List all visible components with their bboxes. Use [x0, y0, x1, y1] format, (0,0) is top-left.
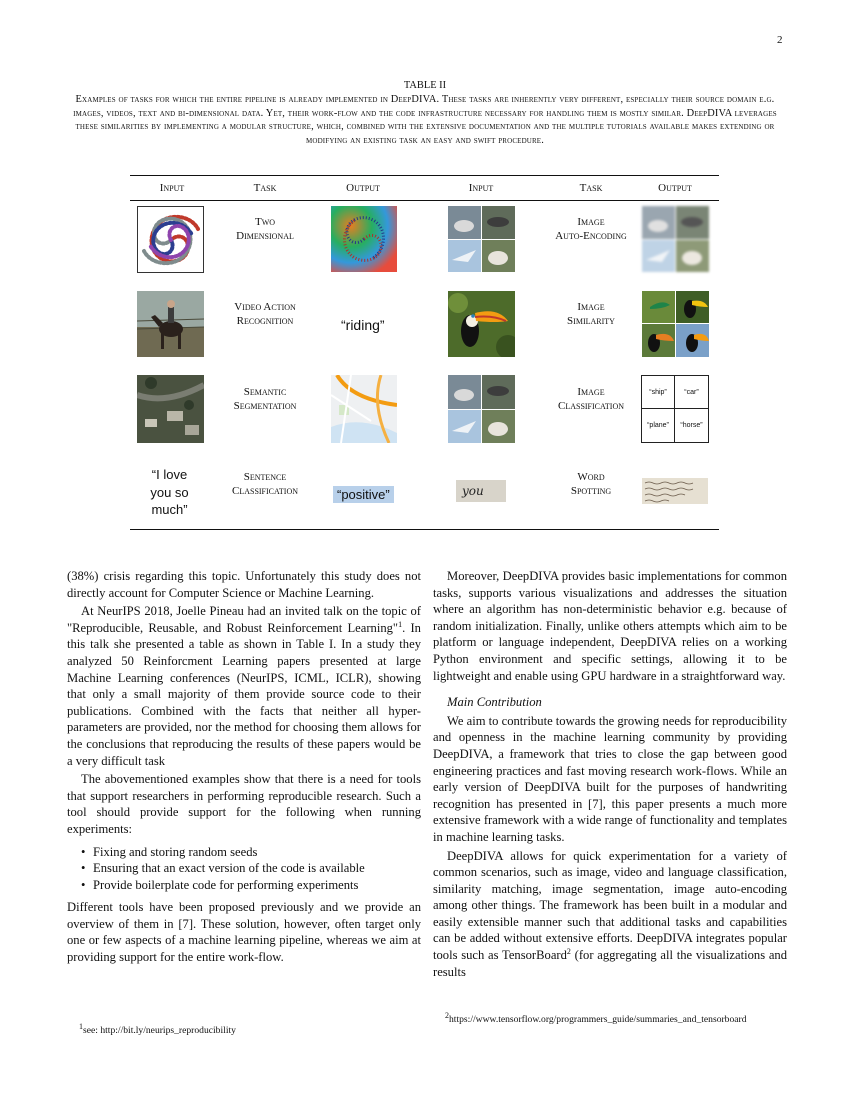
- handwritten-word-image: [456, 480, 506, 502]
- footnote-ref-2: 2: [566, 946, 571, 956]
- header-input-1: Input: [159, 182, 185, 194]
- task-video-action-recognition: Video Action Recognition: [234, 301, 296, 327]
- footnote-2: $^2$https://www.tensorflow.org/programmers_guide/summaries_and_tensorboard: [445, 1010, 747, 1025]
- left-paragraph-1: (38%) crisis regarding this topic. Unfortunately this study does not directly account for Computer Science or Machine Learning.: [67, 569, 421, 600]
- spiral-input-image: [137, 206, 204, 273]
- header-task-1: Task: [253, 182, 277, 194]
- header-input-2: Input: [468, 182, 494, 194]
- task-two-dimensional: Two Dimensional: [236, 216, 294, 242]
- similarity-output-image: [642, 291, 709, 357]
- list-item: • Fixing and storing random seeds: [81, 844, 421, 861]
- class-label-plane: “plane”: [642, 409, 675, 442]
- classification-output-grid: [641, 375, 709, 443]
- positive-output-label: “positive”: [333, 486, 394, 503]
- section-title-main-contribution: Main Contribution: [447, 695, 542, 710]
- aerial-input-image: [137, 375, 204, 443]
- svg-text:you: you: [462, 484, 484, 498]
- task-table: [130, 175, 719, 530]
- table-header-row: [130, 176, 719, 201]
- task-sentence-classification: Sentence Classification: [231, 471, 299, 497]
- footnote-ref-1: 1: [398, 619, 403, 629]
- sentence-input-text: “I love you so much”: [150, 467, 189, 517]
- header-output-2: Output: [658, 182, 692, 194]
- toucan-input-image: [448, 291, 515, 357]
- left-paragraph-2: At NeurIPS 2018, Joelle Pineau had an invited talk on the topic of "Reproducible, Reusable, and Robust Reinforcement Learning"$^1$. In this talk she presented a table as shown in Table I. In a study they analyzed 50 Reinforcment Learning papers presented at large Machine Learning conferences (NeurIPS, ICML, ICLR), showing that only a small majority of them provide source code to their publications. Combined with the facts that neither all hyper-parameters are provided, nor the method for choosing them allows for the conclusions that reproducing the results of these papers would be a very difficult task: [67, 604, 421, 768]
- task-image-similarity: Image Similarity: [567, 301, 615, 327]
- horse-video-image: [137, 291, 204, 357]
- class-label-horse: “horse”: [680, 422, 703, 429]
- requirements-list: [81, 844, 421, 894]
- header-output-1: Output: [346, 182, 380, 194]
- right-paragraph-3: DeepDIVA allows for quick experimentation for a variety of common scenarios, such as image, video and language classification, similarity matching, image segmentation, image auto-encoding among other things. The framework has been built in a modular and easily extensible manner such that additional tasks and capabilities can be added without extensive efforts. DeepDIVA integrates popular tools such as TensorBoard$^2$ (for aggregating all the visualizations and results: [433, 848, 788, 979]
- left-paragraph-4: Different tools have been proposed previously and we provide an overview of them in [7]. These solution, however, often target only one or few aspects of a machine learning pipeline, whereas we aim at providing support for the entire work-flow.: [67, 900, 421, 965]
- task-word-spotting: Word Spotting: [570, 471, 612, 497]
- autoencoding-input-image: [448, 206, 515, 272]
- left-column: [67, 568, 421, 968]
- map-output-image: [331, 375, 397, 443]
- footnote-1: $^1$see: http://bit.ly/neurips_reproducibility: [79, 1021, 236, 1036]
- task-semantic-segmentation: Semantic Segmentation: [233, 386, 297, 412]
- list-item: • Ensuring that an exact version of the code is available: [81, 860, 421, 877]
- manuscript-output-image: [642, 478, 708, 504]
- spiral-output-image: [331, 206, 397, 272]
- right-paragraph-2: We aim to contribute towards the growing needs for reproducibility and openness in the machine learning community by providing DeepDIVA, a framework that tries to close the gap between good engineering practices and fast moving research work-flows. While an early version of DeepDIVA built for the purposes of handwriting recognition has presented in [7], this paper presents a much more extensive framework with a wide range of functionality and templates in machine learning tasks.: [433, 713, 787, 844]
- right-paragraph-1: Moreover, DeepDIVA provides basic implementations for common tasks, supports various visualizations and addresses the situation where an algorithm has non-deterministic behavior e.g. because of random initialization. Finally, unlike others attempts which aim to be platform or language independent, DeepDIVA relies on a working Python environment and specific settings, allowing it to be lightweight and enable using GPU hardware in a straightforward way.: [433, 569, 787, 683]
- class-label-car: “car”: [675, 376, 708, 409]
- right-column: [433, 568, 787, 982]
- riding-output-label: “riding”: [341, 317, 385, 333]
- class-label-ship: “ship”: [642, 376, 675, 409]
- left-paragraph-3: The abovementioned examples show that there is a need for tools that support researchers in performing reproducible research. Such a tool should provide support for the following when running experiments:: [67, 772, 421, 836]
- table-caption: [62, 79, 788, 147]
- task-image-auto-encoding: Image Auto-Encoding: [555, 216, 627, 242]
- page-number: 2: [777, 34, 783, 46]
- autoencoding-output-image: [642, 206, 709, 272]
- header-task-2: Task: [579, 182, 603, 194]
- list-item: • Provide boilerplate code for performing experiments: [81, 877, 421, 894]
- task-image-classification: Image Classification: [557, 386, 625, 412]
- table-label: TABLE II: [403, 80, 447, 91]
- caption-text: Examples of tasks for which the entire pipeline is already implemented in DeepDIVA. These tasks are inherently very different, especially their source domain e.g. images, videos, text and bi-dimensional data. Yet, their work-flow and the code infrastructure necessary for handling them is mostly similar. DeepDIVA leverages these similarities by implementing a modular structure, which, combined with the extensive documentation and the multiple tutorials available makes extending or modifying an existing task an easy and swift procedure.: [73, 94, 777, 146]
- classification-input-image: [448, 375, 515, 443]
